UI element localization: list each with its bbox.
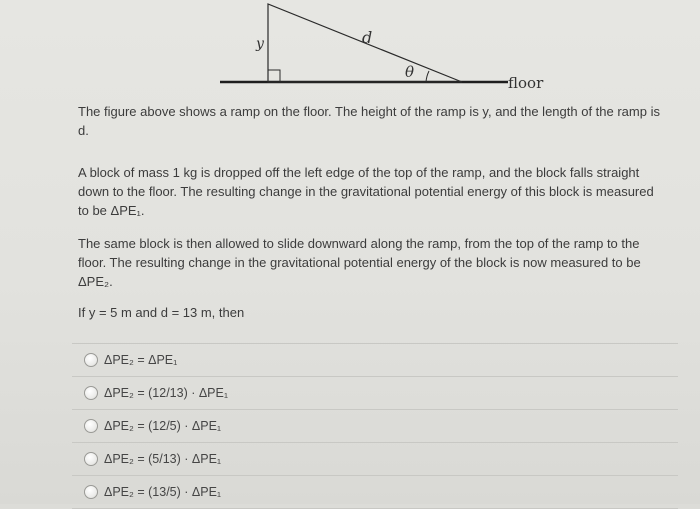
option-label: ΔPE₂ = (12/5) · ΔPE₁ bbox=[104, 419, 222, 433]
option-label: ΔPE₂ = ΔPE₁ bbox=[104, 353, 178, 367]
question-paragraph-2: A block of mass 1 kg is dropped off the left edge of the top of the ramp, and the block falls straight down to the floor. The resulting change in the gravitational potential energy of this block is measured to be ΔPE₁. bbox=[78, 165, 654, 218]
radio-button[interactable] bbox=[84, 452, 98, 466]
option-label: ΔPE₂ = (5/13) · ΔPE₁ bbox=[104, 452, 222, 466]
radio-button[interactable] bbox=[84, 353, 98, 367]
question-prompt: If y = 5 m and d = 13 m, then bbox=[78, 305, 245, 320]
floor-label: floor bbox=[508, 74, 544, 92]
radio-button[interactable] bbox=[84, 485, 98, 499]
answer-option-1[interactable] bbox=[72, 343, 678, 376]
radio-button[interactable] bbox=[84, 386, 98, 400]
length-label: d bbox=[362, 28, 373, 47]
angle-label: θ bbox=[405, 63, 415, 81]
right-angle-marker bbox=[268, 70, 280, 82]
question-paragraph-1: The figure above shows a ramp on the floor. The height of the ramp is y, and the length of the ramp is d. bbox=[78, 104, 660, 138]
angle-arc bbox=[426, 71, 429, 82]
ramp-figure bbox=[200, 0, 580, 100]
answer-options bbox=[72, 343, 678, 509]
answer-option-2[interactable] bbox=[72, 376, 678, 409]
option-label: ΔPE₂ = (12/13) · ΔPE₁ bbox=[104, 386, 229, 400]
answer-option-4[interactable] bbox=[72, 442, 678, 475]
question-paragraph-3: The same block is then allowed to slide downward along the ramp, from the top of the ramp to the floor. The resulting change in the gravitational potential energy of the block is now measured to be ΔPE₂. bbox=[78, 236, 641, 289]
option-label: ΔPE₂ = (13/5) · ΔPE₁ bbox=[104, 485, 222, 499]
radio-button[interactable] bbox=[84, 419, 98, 433]
height-label: y bbox=[256, 36, 264, 52]
answer-option-3[interactable] bbox=[72, 409, 678, 442]
